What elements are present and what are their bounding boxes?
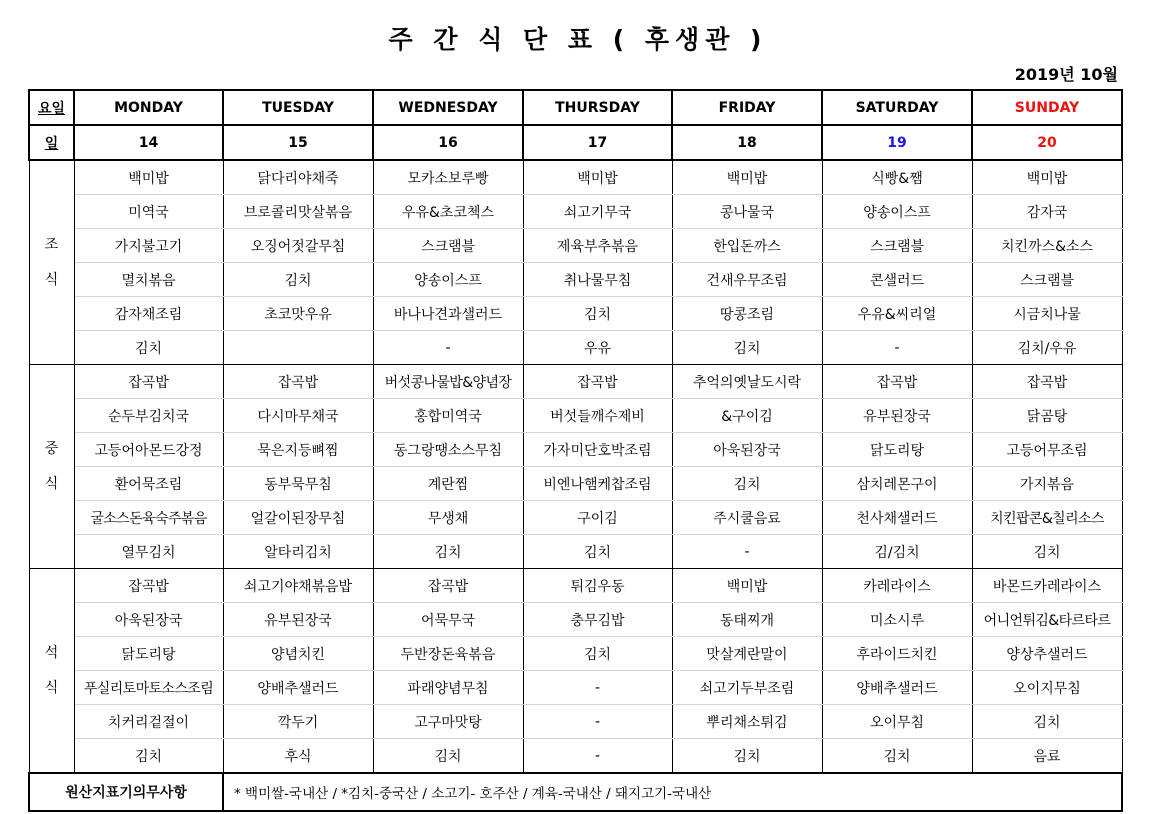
menu-item: 고등어아몬드강정 <box>74 433 223 467</box>
menu-item: 튀김우동 <box>523 569 672 603</box>
menu-item: 다시마무채국 <box>223 399 373 433</box>
menu-item: &구이김 <box>672 399 822 433</box>
menu-date: 2019년 10월 <box>1014 65 1118 84</box>
menu-item: 김치 <box>223 263 373 297</box>
menu-row-breakfast <box>29 195 1122 229</box>
menu-item: 동그랑땡소스무침 <box>373 433 523 467</box>
menu-item: 우유&씨리얼 <box>822 297 972 331</box>
menu-item: 건새우무조림 <box>672 263 822 297</box>
menu-item: 아욱된장국 <box>672 433 822 467</box>
meal-label-char: 식 <box>44 475 59 492</box>
menu-item: 홍합미역국 <box>373 399 523 433</box>
menu-item: 맛살계란말이 <box>672 637 822 671</box>
origin-notice-row <box>29 773 1122 811</box>
menu-item: - <box>523 705 672 739</box>
menu-item: 닭다리야채죽 <box>223 160 373 195</box>
menu-item: 삼치레몬구이 <box>822 467 972 501</box>
menu-item: 양배추샐러드 <box>223 671 373 705</box>
menu-row-lunch <box>29 365 1122 399</box>
menu-item: 우유 <box>523 331 672 365</box>
menu-item: 치킨까스&소스 <box>972 229 1122 263</box>
menu-row-lunch <box>29 501 1122 535</box>
menu-item: 잡곡밥 <box>74 569 223 603</box>
date-sun: 20 <box>972 125 1122 160</box>
menu-item: 치커리겉절이 <box>74 705 223 739</box>
menu-item: 감자채조림 <box>74 297 223 331</box>
menu-item: 스크램블 <box>972 263 1122 297</box>
menu-row-dinner <box>29 739 1122 774</box>
menu-item: 뿌리채소튀김 <box>672 705 822 739</box>
menu-row-breakfast <box>29 297 1122 331</box>
menu-item: 가지불고기 <box>74 229 223 263</box>
menu-item: 닭도리탕 <box>822 433 972 467</box>
menu-item: 얼갈이된장무침 <box>223 501 373 535</box>
menu-item: 구이김 <box>523 501 672 535</box>
menu-item: 백미밥 <box>672 569 822 603</box>
menu-item: 주시쿨음료 <box>672 501 822 535</box>
menu-item: 잡곡밥 <box>822 365 972 399</box>
date-label-cell: 일 <box>29 125 74 160</box>
menu-item: 쇠고기야채볶음밥 <box>223 569 373 603</box>
date-sat: 19 <box>822 125 972 160</box>
menu-item: 무생채 <box>373 501 523 535</box>
menu-item: 두반장돈육볶음 <box>373 637 523 671</box>
menu-item: 잡곡밥 <box>523 365 672 399</box>
menu-item: 음료 <box>972 739 1122 774</box>
menu-item: 양배추샐러드 <box>822 671 972 705</box>
menu-row-lunch <box>29 467 1122 501</box>
date-row <box>29 125 1122 160</box>
menu-item: 콘샐러드 <box>822 263 972 297</box>
menu-item: 천사채샐러드 <box>822 501 972 535</box>
menu-item: 콩나물국 <box>672 195 822 229</box>
menu-item: 잡곡밥 <box>972 365 1122 399</box>
menu-row-dinner <box>29 569 1122 603</box>
menu-item: 식빵&쨈 <box>822 160 972 195</box>
day-header-wed: WEDNESDAY <box>373 90 523 125</box>
menu-item: 아욱된장국 <box>74 603 223 637</box>
menu-item: 김치 <box>74 739 223 774</box>
menu-item: 백미밥 <box>74 160 223 195</box>
menu-item: 양념치킨 <box>223 637 373 671</box>
date-tue: 15 <box>223 125 373 160</box>
meal-label-char: 석 <box>44 644 59 661</box>
menu-item: 고구마맛탕 <box>373 705 523 739</box>
menu-row-dinner <box>29 637 1122 671</box>
origin-notice-label: 원산지표기의무사항 <box>29 773 223 811</box>
menu-item: 한입돈까스 <box>672 229 822 263</box>
menu-item: 취나물무침 <box>523 263 672 297</box>
menu-item: 오징어젓갈무침 <box>223 229 373 263</box>
menu-item: 알타리김치 <box>223 535 373 569</box>
menu-item: 계란찜 <box>373 467 523 501</box>
menu-item: 김치 <box>523 535 672 569</box>
day-header-thu: THURSDAY <box>523 90 672 125</box>
menu-row-breakfast <box>29 263 1122 297</box>
menu-item: 어묵무국 <box>373 603 523 637</box>
menu-item: 바나나견과샐러드 <box>373 297 523 331</box>
menu-item: 쇠고기무국 <box>523 195 672 229</box>
menu-item: 환어묵조림 <box>74 467 223 501</box>
menu-item: 브로콜리맛살볶음 <box>223 195 373 229</box>
menu-item: 김/김치 <box>822 535 972 569</box>
menu-item: 굴소스돈육숙주볶음 <box>74 501 223 535</box>
menu-item: - <box>822 331 972 365</box>
menu-item: 백미밥 <box>972 160 1122 195</box>
menu-row-dinner <box>29 705 1122 739</box>
menu-item: 묵은지등뼈찜 <box>223 433 373 467</box>
menu-item: 김치 <box>74 331 223 365</box>
day-header-mon: MONDAY <box>74 90 223 125</box>
menu-item: 김치 <box>972 535 1122 569</box>
date-wed: 16 <box>373 125 523 160</box>
menu-item: 김치 <box>672 739 822 774</box>
menu-item: 충무김밥 <box>523 603 672 637</box>
menu-row-breakfast <box>29 229 1122 263</box>
menu-item: 동부묵무침 <box>223 467 373 501</box>
date-fri: 18 <box>672 125 822 160</box>
menu-item: 김치 <box>523 637 672 671</box>
menu-row-lunch <box>29 399 1122 433</box>
day-header-sat: SATURDAY <box>822 90 972 125</box>
menu-row-dinner <box>29 671 1122 705</box>
menu-item: - <box>523 671 672 705</box>
menu-item: 동태찌개 <box>672 603 822 637</box>
menu-item: 백미밥 <box>523 160 672 195</box>
menu-item: 가자미단호박조림 <box>523 433 672 467</box>
menu-item: 김치 <box>672 331 822 365</box>
menu-item: 치킨팝콘&칠리소스 <box>972 501 1122 535</box>
meal-label-char: 식 <box>44 679 59 696</box>
meal-label-char: 중 <box>44 440 59 457</box>
meal-label-char: 조 <box>44 236 59 253</box>
menu-row-lunch <box>29 433 1122 467</box>
day-header-tue: TUESDAY <box>223 90 373 125</box>
menu-item: 버섯콩나물밥&양념장 <box>373 365 523 399</box>
menu-item: 땅콩조림 <box>672 297 822 331</box>
menu-item: 깍두기 <box>223 705 373 739</box>
menu-item: 제육부추볶음 <box>523 229 672 263</box>
menu-item: 순두부김치국 <box>74 399 223 433</box>
menu-row-breakfast <box>29 160 1122 195</box>
menu-item: 바몬드카레라이스 <box>972 569 1122 603</box>
menu-item: 열무김치 <box>74 535 223 569</box>
menu-item: 김치 <box>373 535 523 569</box>
date-mon: 14 <box>74 125 223 160</box>
menu-item: - <box>373 331 523 365</box>
menu-row-lunch <box>29 535 1122 569</box>
date-thu: 17 <box>523 125 672 160</box>
menu-item: 버섯들깨수제비 <box>523 399 672 433</box>
meal-label-breakfast <box>29 160 74 365</box>
menu-item: 백미밥 <box>672 160 822 195</box>
meal-label-char: 식 <box>44 271 59 288</box>
menu-item: 김치 <box>373 739 523 774</box>
menu-item: 고등어무조림 <box>972 433 1122 467</box>
menu-item: 유부된장국 <box>822 399 972 433</box>
menu-item: 김치 <box>822 739 972 774</box>
menu-item: 김치 <box>523 297 672 331</box>
menu-item: 감자국 <box>972 195 1122 229</box>
meal-label-lunch <box>29 365 74 569</box>
menu-item: 후라이드치킨 <box>822 637 972 671</box>
menu-item: 초코맛우유 <box>223 297 373 331</box>
menu-item: 멸치볶음 <box>74 263 223 297</box>
menu-item: 후식 <box>223 739 373 774</box>
day-label-cell: 요일 <box>29 90 74 125</box>
menu-item: 시금치나물 <box>972 297 1122 331</box>
day-header-fri: FRIDAY <box>672 90 822 125</box>
menu-item: 닭도리탕 <box>74 637 223 671</box>
menu-row-dinner <box>29 603 1122 637</box>
menu-item: 김치/우유 <box>972 331 1122 365</box>
menu-item: 닭곰탕 <box>972 399 1122 433</box>
menu-row-breakfast <box>29 331 1122 365</box>
menu-item: 양상추샐러드 <box>972 637 1122 671</box>
menu-item: 오이지무침 <box>972 671 1122 705</box>
day-header-row <box>29 90 1122 125</box>
menu-item: 모카소보루빵 <box>373 160 523 195</box>
menu-item: 스크램블 <box>373 229 523 263</box>
menu-item: 스크램블 <box>822 229 972 263</box>
menu-item: - <box>523 739 672 774</box>
menu-item: 비엔나햄케찹조림 <box>523 467 672 501</box>
menu-item <box>223 331 373 365</box>
menu-item: 김치 <box>672 467 822 501</box>
menu-item: 유부된장국 <box>223 603 373 637</box>
menu-item: 푸실리토마토소스조림 <box>74 671 223 705</box>
menu-item: 잡곡밥 <box>223 365 373 399</box>
day-header-sun: SUNDAY <box>972 90 1122 125</box>
menu-item: 양송이스프 <box>373 263 523 297</box>
menu-item: 잡곡밥 <box>74 365 223 399</box>
menu-item: 양송이스프 <box>822 195 972 229</box>
weekly-menu-table <box>28 89 1123 812</box>
meal-label-dinner <box>29 569 74 774</box>
menu-item: 김치 <box>972 705 1122 739</box>
menu-item: 미소시루 <box>822 603 972 637</box>
menu-item: 오이무침 <box>822 705 972 739</box>
menu-item: 추억의옛날도시락 <box>672 365 822 399</box>
menu-item: - <box>672 535 822 569</box>
menu-item: 어니언튀김&타르타르 <box>972 603 1122 637</box>
menu-item: 가지볶음 <box>972 467 1122 501</box>
menu-item: 우유&초코첵스 <box>373 195 523 229</box>
menu-item: 쇠고기두부조림 <box>672 671 822 705</box>
menu-item: 파래양념무침 <box>373 671 523 705</box>
menu-item: 미역국 <box>74 195 223 229</box>
origin-notice-text: * 백미쌀-국내산 / *김치-중국산 / 소고기- 호주산 / 계육-국내산 / 돼지고기-국내산 <box>223 773 1122 811</box>
menu-item: 카레라이스 <box>822 569 972 603</box>
menu-item: 잡곡밥 <box>373 569 523 603</box>
page-title: 주 간 식 단 표 ( 후생관 ) <box>388 25 768 54</box>
